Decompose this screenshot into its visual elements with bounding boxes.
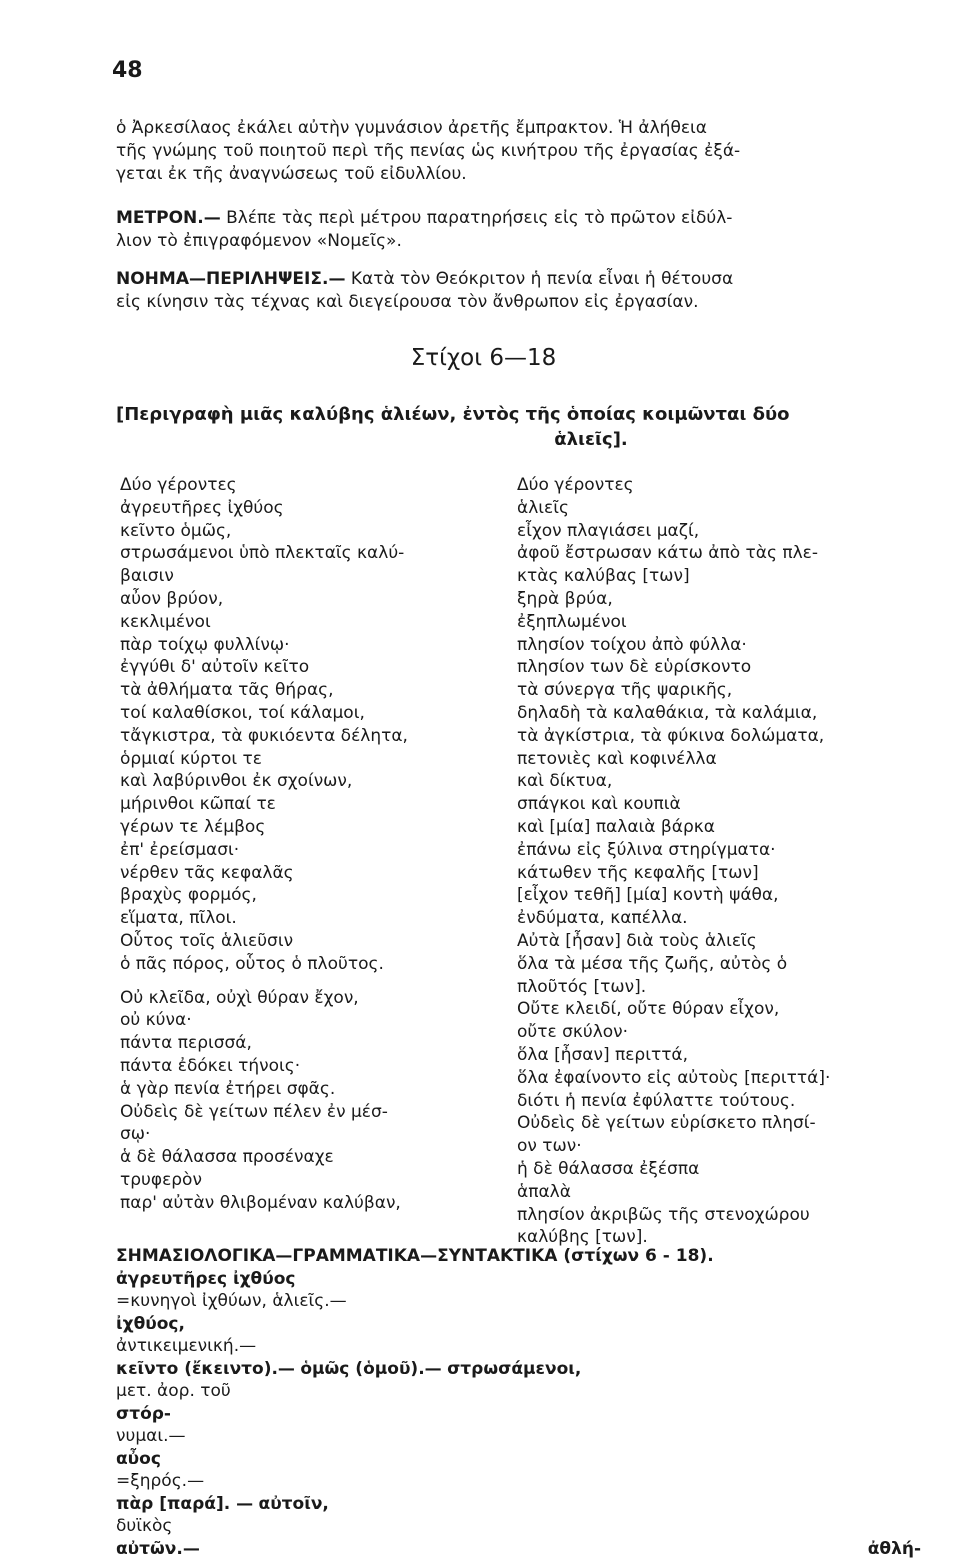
notes-heading: ΣΗΜΑΣΙΟΛΟΓΙΚΑ—ΓΡΑΜΜΑΤΙΚΑ—ΣΥΝΤΑΚΤΙΚΑ (στίχων 6 - 18). (116, 1245, 921, 1268)
verse-line: αὖον βρύον, (120, 588, 480, 611)
translation-line: Οὐδεὶς δὲ γείτων εὑρίσκετο πλησί- (517, 1112, 917, 1135)
intro-line: τῆς γνώμης τοῦ ποιητοῦ περὶ τῆς πενίας ὡς κινήτρου τῆς ἐργασίας ἐξά- (116, 140, 916, 163)
metron-label: ΜΕΤΡΟΝ.— (116, 208, 221, 228)
verse-line: ἐπ' ἐρείσμασι· (120, 839, 480, 862)
translation-line: ἐπάνω εἰς ξύλινα στηρίγματα· (517, 839, 917, 862)
note-term: ὁμῶς (ὁμοῦ).— (300, 1359, 441, 1379)
translation-line: εἶχον πλαγιάσει μαζί, (517, 520, 917, 543)
translation-line: ὅλα τὰ μέσα τῆς ζωῆς, αὐτὸς ὁ (517, 953, 917, 976)
verse-line: Οὐ κλεῖδα, οὐχὶ θύραν ἔχον, (120, 987, 480, 1010)
verse-line: μήρινθοι κῶπαί τε (120, 793, 480, 816)
translation-line: κάτωθεν τῆς κεφαλῆς [των] (517, 862, 917, 885)
note-term: ἀγρευτῆρες ἰχθύος (116, 1269, 295, 1289)
verse-line: ὁ πᾶς πόρος, οὗτος ὁ πλοῦτος. (120, 953, 480, 976)
verse-line: τἄγκιστρα, τὰ φυκιόεντα δέλητα, (120, 725, 480, 748)
translation-line: ὅλα [ἦσαν] περιττά, (517, 1044, 917, 1067)
translation-line: κτὰς καλύβας [των] (517, 565, 917, 588)
translation-line: ξηρὰ βρύα, (517, 588, 917, 611)
translation-line: τὰ σύνεργα τῆς ψαρικῆς, (517, 679, 917, 702)
note-text: δυϊκὸς (116, 1515, 921, 1538)
verse-line: γέρων τε λέμβος (120, 816, 480, 839)
note-term: στόρ- (116, 1404, 171, 1424)
verse-line: ἁ δὲ θάλασσα προσέναχε (120, 1146, 480, 1169)
note-term: αὖος (116, 1449, 161, 1469)
notes-line (116, 1358, 921, 1426)
verse-line: παρ' αὐτὰν θλιβομέναν καλύβαν, (120, 1192, 480, 1215)
note-term: πὰρ [παρά]. — (116, 1494, 253, 1514)
verse-line: σῳ· (120, 1123, 480, 1146)
verse-line: πάντα ἐδόκει τήνοις· (120, 1055, 480, 1078)
translation-line: ἀφοῦ ἔστρωσαν κάτω ἀπὸ τὰς πλε- (517, 542, 917, 565)
note-term: στρωσάμενοι, (447, 1359, 581, 1379)
verse-line: τοί καλαθίσκοι, τοί κάλαμοι, (120, 702, 480, 725)
note-term: ἰχθύος, (116, 1314, 185, 1334)
translation-line: οὔτε σκύλον· (517, 1021, 917, 1044)
translation-line: ἡ δὲ θάλασσα ἐξέσπα (517, 1158, 917, 1181)
intro-line: γεται ἐκ τῆς ἀναγνώσεως τοῦ εἰδυλλίου. (116, 163, 916, 186)
intro-line: ὁ Ἀρκεσίλαος ἐκάλει αὐτὴν γυμνάσιον ἀρετῆς ἔμπρακτον. Ἡ ἀλήθεια (116, 117, 916, 140)
verse-line: ἁ γὰρ πενία ἐτήρει σφᾶς. (120, 1078, 480, 1101)
translation-line: καὶ [μία] παλαιὰ βάρκα (517, 816, 917, 839)
translation-line: πλησίον τοίχου ἀπὸ φύλλα· (517, 634, 917, 657)
notes-line (116, 1425, 921, 1560)
translation-line: πλοῦτός [των]. (517, 976, 917, 999)
noima-paragraph (116, 268, 916, 314)
verse-line: τρυφερὸν (120, 1169, 480, 1192)
translation-line: διότι ἡ πενία ἐφύλαττε τούτους. (517, 1090, 917, 1113)
translation-line: ἁπαλὰ (517, 1181, 917, 1204)
note-text: νυμαι.— (116, 1425, 921, 1448)
translation-line: δηλαδὴ τὰ καλαθάκια, τὰ καλάμια, (517, 702, 917, 725)
verse-line: βραχὺς φορμός, (120, 884, 480, 907)
note-term: ἀθλή- (868, 1538, 921, 1560)
translation-line: τὰ ἀγκίστρια, τὰ φύκινα δολώματα, (517, 725, 917, 748)
note-text: =ξηρός.— (116, 1470, 921, 1493)
translation-line: Οὔτε κλειδί, οὔτε θύραν εἶχον, (517, 998, 917, 1021)
verse-line: τὰ ἀθλήματα τᾶς θήρας, (120, 679, 480, 702)
verse-line: καὶ λαβύρινθοι ἐκ σχοίνων, (120, 770, 480, 793)
description-line: ἁλιεῖς]. (116, 427, 916, 452)
translation-line: πετονιὲς καὶ κοφινέλλα (517, 748, 917, 771)
verse-line (120, 976, 480, 987)
translation-line: καὶ δίκτυα, (517, 770, 917, 793)
translation-line: πλησίον ἀκριβῶς τῆς στενοχώρου (517, 1204, 917, 1227)
notes-section (116, 1245, 921, 1560)
translation-line: [εἶχον τεθῆ] [μία] κοντὴ ψάθα, (517, 884, 917, 907)
note-text: μετ. ἀορ. τοῦ (116, 1380, 921, 1403)
verse-line: ἐγγύθι δ' αὐτοῖν κεῖτο (120, 656, 480, 679)
note-text: =κυνηγοὶ ἰχθύων, ἁλιεῖς.— (116, 1290, 921, 1313)
verse-line: Δύο γέροντες (120, 474, 480, 497)
verse-line: ὁρμιαί κύρτοι τε (120, 748, 480, 771)
verse-line: οὐ κύνα· (120, 1009, 480, 1032)
note-term: αὐτοῖν, (259, 1494, 329, 1514)
metron-paragraph (116, 207, 916, 253)
noima-text: εἰς κίνησιν τὰς τέχνας καὶ διεγείρουσα τὸν ἄνθρωπον εἰς ἐργασίαν. (116, 291, 916, 314)
description-line: [Περιγραφὴ μιᾶς καλύβης ἁλιέων, ἐντὸς τῆς ὁποίας κοιμῶνται δύο (116, 402, 916, 427)
translation-line: ὅλα ἐφαίνοντο εἰς αὐτοὺς [περιττά]· (517, 1067, 917, 1090)
verse-line: ἀγρευτῆρες ἰχθύος (120, 497, 480, 520)
translation-line: ον των· (517, 1135, 917, 1158)
verse-line: στρωσάμενοι ὑπὸ πλεκταῖς καλύ- (120, 542, 480, 565)
verse-line: βαισιν (120, 565, 480, 588)
intro-paragraph (116, 117, 916, 186)
translation-line: Δύο γέροντες (517, 474, 917, 497)
translation-line: ἐνδύματα, καπέλλα. (517, 907, 917, 930)
metron-text: λιον τὸ ἐπιγραφόμενον «Νομεῖς». (116, 230, 916, 253)
metron-text: Βλέπε τὰς περὶ μέτρου παρατηρήσεις εἰς τὸ πρῶτον εἰδύλ- (226, 208, 732, 228)
noima-label: ΝΟΗΜΑ—ΠΕΡΙΛΗΨΕΙΣ.— (116, 269, 345, 289)
verse-line: Οὗτος τοῖς ἁλιεῦσιν (120, 930, 480, 953)
verse-line: πάντα περισσά, (120, 1032, 480, 1055)
verse-line: νέρθεν τᾶς κεφαλᾶς (120, 862, 480, 885)
translation-line: ἁλιεῖς (517, 497, 917, 520)
note-text: ἀντικειμενική.— (116, 1335, 921, 1358)
section-title: Στίχοι 6—18 (0, 345, 967, 371)
translation-line: σπάγκοι καὶ κουπιὰ (517, 793, 917, 816)
greek-text-column (120, 474, 480, 1215)
verse-line: κεῖντο ὁμῶς, (120, 520, 480, 543)
note-term: κεῖντο (ἔκειντο).— (116, 1359, 295, 1379)
verse-line: πὰρ τοίχῳ φυλλίνῳ· (120, 634, 480, 657)
translation-line: Αὐτὰ [ἦσαν] διὰ τοὺς ἁλιεῖς (517, 930, 917, 953)
note-term: αὐτῶν.— (116, 1539, 200, 1559)
translation-column (517, 474, 917, 1249)
translation-line: καλύβης [των]. (517, 1226, 917, 1249)
notes-line (116, 1268, 921, 1358)
verse-line: Οὐδεὶς δὲ γείτων πέλεν ἐν μέσ- (120, 1101, 480, 1124)
passage-description (116, 402, 916, 452)
page-number: 48 (112, 58, 143, 83)
verse-line: κεκλιμένοι (120, 611, 480, 634)
translation-line: πλησίον των δὲ εὑρίσκοντο (517, 656, 917, 679)
translation-line: ἐξηπλωμένοι (517, 611, 917, 634)
verse-line: εἵματα, πῖλοι. (120, 907, 480, 930)
noima-text: Κατὰ τὸν Θεόκριτον ἡ πενία εἶναι ἡ θέτουσα (351, 269, 733, 289)
